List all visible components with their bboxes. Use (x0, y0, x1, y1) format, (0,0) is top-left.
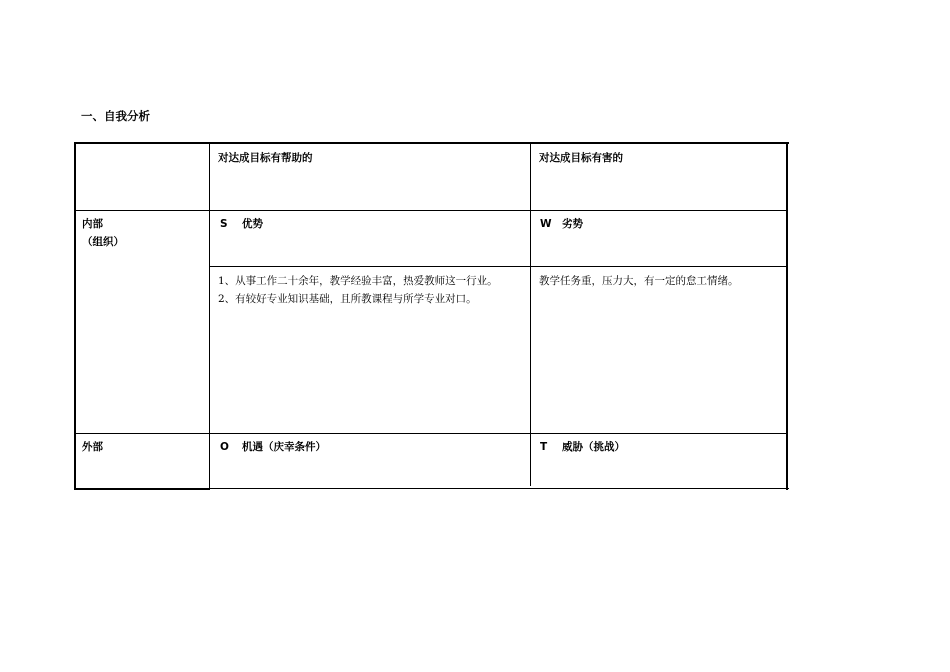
strengths-title (220, 215, 263, 233)
header-helpful: 对达成目标有帮助的 (218, 152, 313, 164)
weaknesses-title (540, 215, 583, 233)
threats-letter: T (540, 441, 548, 453)
internal-label-line2: （组织） (82, 236, 124, 248)
section-heading: 一、自我分析 (81, 109, 150, 123)
weaknesses-content: 教学任务重，压力大，有一定的怠工情绪。 (539, 275, 739, 287)
weaknesses-letter: W (540, 218, 552, 230)
column-divider-1 (209, 143, 210, 490)
external-label: 外部 (82, 441, 103, 453)
header-harmful: 对达成目标有害的 (539, 152, 623, 164)
table-border-bottom-left (74, 488, 210, 490)
table-border-top (74, 142, 789, 144)
threats-title (540, 438, 625, 456)
list-item: 1、从事工作二十余年，教学经验丰富，热爱教师这一行业。 (218, 275, 498, 287)
opportunities-title-text: 机遇（庆幸条件） (242, 441, 326, 453)
strengths-content (218, 272, 528, 308)
threats-title-text: 威胁（挑战） (562, 441, 625, 453)
row-divider-1 (75, 210, 787, 211)
column-divider-2 (530, 143, 531, 486)
table-border-right (786, 142, 788, 490)
strengths-letter: S (220, 218, 228, 230)
row-divider-2 (209, 266, 787, 267)
weaknesses-title-text: 劣势 (562, 218, 583, 230)
row-divider-bottom-right (209, 488, 789, 489)
internal-label (82, 215, 124, 251)
list-item: 2、有较好专业知识基础，且所教课程与所学专业对口。 (218, 293, 477, 305)
row-divider-3 (75, 433, 787, 434)
opportunities-letter: O (220, 441, 229, 453)
opportunities-title (220, 438, 326, 456)
internal-label-line1: 内部 (82, 218, 103, 230)
strengths-title-text: 优势 (242, 218, 263, 230)
table-border-left (74, 142, 76, 490)
